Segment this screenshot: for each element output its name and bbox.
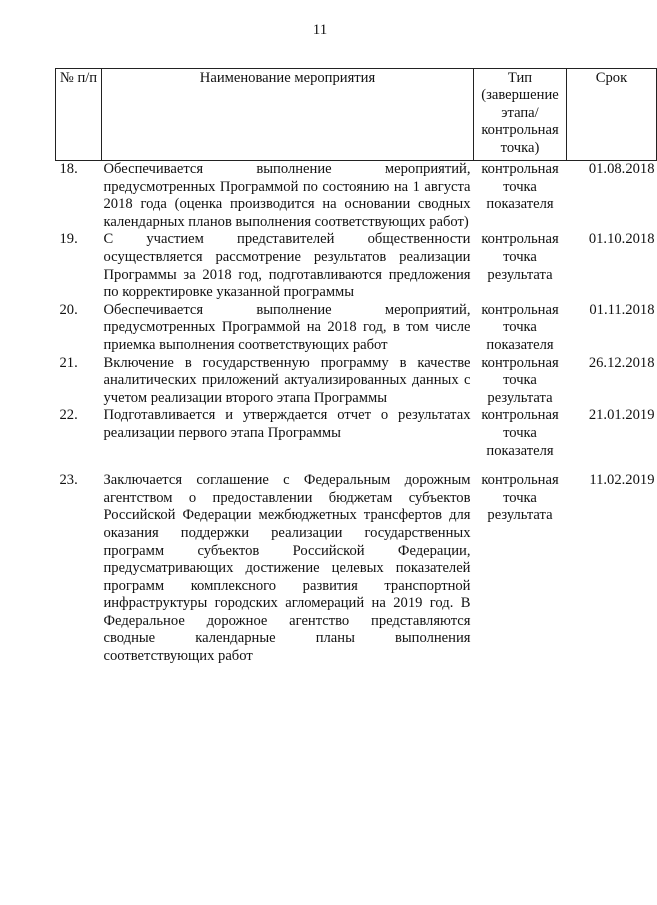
row-date: 26.12.2018 bbox=[588, 354, 655, 371]
row-number: 18. bbox=[59, 161, 78, 178]
table-header bbox=[56, 69, 657, 161]
table-row bbox=[56, 231, 657, 301]
row-type: контрольная точка показателя bbox=[481, 301, 559, 353]
row-name: Включение в государственную программу в качестве аналитических приложений актуализированных данных с учетом реализации второго этапа Программы bbox=[103, 354, 471, 406]
schedule-table bbox=[55, 68, 657, 666]
header-name: Наименование мероприятия bbox=[102, 69, 474, 161]
table-row bbox=[56, 302, 657, 355]
page-number: 11 bbox=[312, 22, 328, 38]
row-date: 21.01.2019 bbox=[588, 407, 655, 424]
row-number: 20. bbox=[59, 301, 78, 318]
table-row bbox=[56, 161, 657, 232]
header-type: Тип (завершение этапа/ контрольная точка) bbox=[474, 69, 567, 161]
row-type: контрольная точка результата bbox=[481, 472, 559, 524]
row-name: Обеспечивается выполнение мероприятий, предусмотренных Программой по состоянию на 1 августа 2018 года (оценка производится на основании сводных календарных планов выполнения соответствующих работ) bbox=[103, 161, 471, 230]
row-date: 01.11.2018 bbox=[589, 301, 655, 318]
row-number: 21. bbox=[59, 354, 78, 371]
row-number: 22. bbox=[59, 407, 78, 424]
row-name: Подготавливается и утверждается отчет о результатах реализации первого этапа Программы bbox=[103, 407, 471, 441]
table-row bbox=[56, 407, 657, 460]
header-number: № п/п bbox=[56, 69, 102, 161]
row-name: Заключается соглашение с Федеральным дорожным агентством о предоставлении бюджетам субъектов Российской Федерации межбюджетных трансфертов для оказания поддержки реализации государственных программ субъектов Российской Федерации, предусматривающих достижение целевых показателей программ комплексного развития транспортной инфраструктуры городских агломераций на 2019 год. В Федеральное дорожное агентство представляются сводные календарные планы выполнения соответствующих работ bbox=[103, 472, 471, 665]
row-type: контрольная точка показателя bbox=[481, 161, 559, 213]
header-row bbox=[56, 69, 657, 161]
row-number: 23. bbox=[59, 472, 78, 489]
table-body bbox=[56, 161, 657, 666]
row-type: контрольная точка показателя bbox=[481, 407, 559, 459]
row-name: С участием представителей общественности осуществляется рассмотрение результатов реализации Программы за 2018 год, подготавливаются предложения по корректировке указанной программы bbox=[103, 231, 471, 301]
row-number: 19. bbox=[59, 231, 78, 248]
table-row bbox=[56, 355, 657, 408]
row-type: контрольная точка результата bbox=[481, 354, 559, 406]
header-date: Срок bbox=[567, 69, 657, 161]
table-row bbox=[56, 460, 657, 666]
row-type: контрольная точка результата bbox=[481, 231, 559, 283]
row-name: Обеспечивается выполнение мероприятий, предусмотренных Программой на 2018 год, в том числе приемка выполнения соответствующих работ bbox=[103, 301, 471, 353]
row-date: 01.10.2018 bbox=[588, 231, 655, 248]
row-date: 01.08.2018 bbox=[588, 161, 655, 178]
row-date: 11.02.2019 bbox=[589, 472, 655, 489]
